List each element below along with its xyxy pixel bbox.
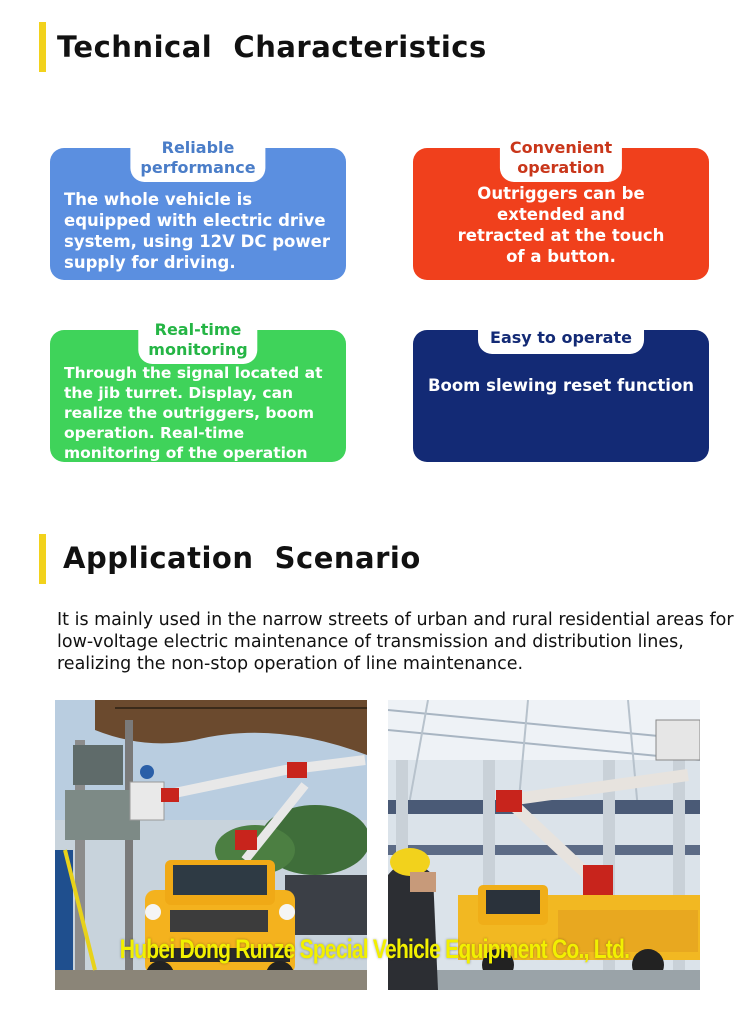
card-tab-label: Real-time monitoring (138, 316, 257, 364)
section-accent-bar (39, 534, 46, 584)
card-tab-label: Reliable performance (130, 134, 265, 182)
card-reliable-performance (50, 138, 346, 280)
card-description: The whole vehicle is equipped with electric drive system, using 12V DC power supply for driving. (64, 190, 330, 272)
application-description: It is mainly used in the narrow streets of urban and rural residential areas for low-voltage electric maintenance of transmission and distribution lines, realizing the non-stop operation of line maintenance. (57, 610, 734, 674)
card-description: Boom slewing reset function (427, 376, 695, 395)
card-easy-to-operate (413, 330, 709, 462)
section-title-application: Application Scenario (63, 541, 421, 575)
card-real-time-monitoring (50, 320, 346, 482)
card-tab-label: Easy to operate (478, 324, 644, 354)
section-title-technical: Technical Characteristics (57, 30, 487, 64)
card-convenient-operation (413, 138, 709, 280)
card-description: Through the signal located at the jib turret. Display, can realize the outriggers, boom operation. Real-time monitoring of the operation and faults. (64, 364, 323, 482)
card-tab-label: Convenient operation (500, 134, 622, 182)
company-watermark: Hubei Dong Runze Special Vehicle Equipment Co., Ltd. (119, 934, 630, 964)
card-description: Outriggers can be extended and retracted at the touch of a button. (457, 184, 665, 266)
section-accent-bar (39, 22, 46, 72)
